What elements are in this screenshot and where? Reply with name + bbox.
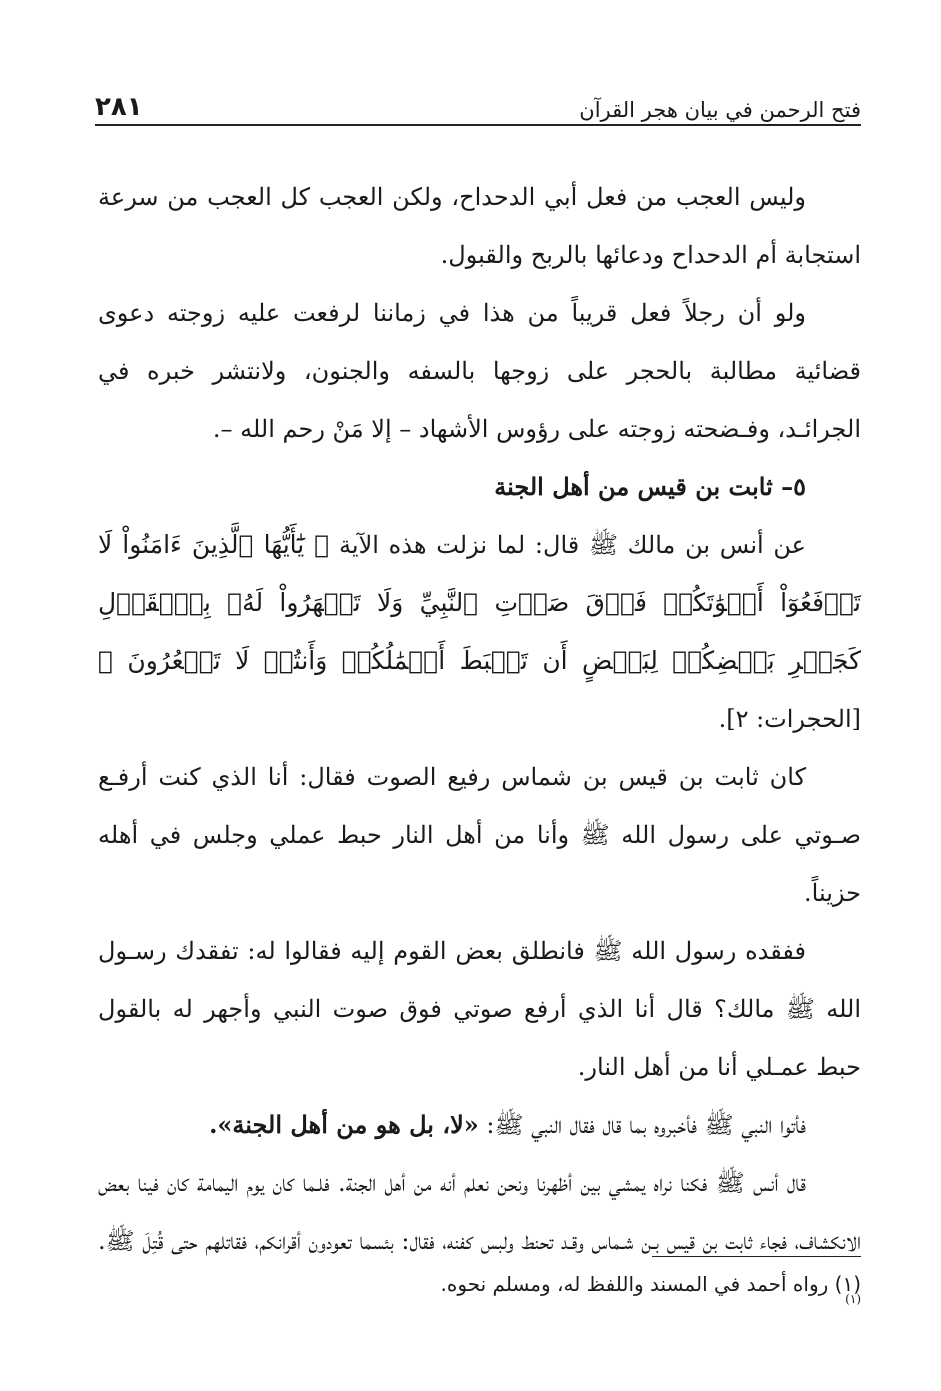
verse-paragraph <box>98 516 861 748</box>
last-paragraph-text: قال أنس ﷺ فكنا نراه يمشي بين أظهرنا ونحن نعلم أنه من أهل الجنة. فلـما كان يوم اليمامة كان فينا بعض الانكشاف، فجاء ثابت بن قيس بـن شـماس وقـد تحنط ولبس كفنه، فقال: بئسما تعودون أقرانكم، فقاتلهم حتى قُتِلَ ﷺ. <box>98 1169 861 1255</box>
quran-verse: ﴿ يَٰٓأَيُّهَا ٱلَّذِينَ ءَامَنُواْ لَا تَرۡفَعُوٓاْ أَصۡوَٰتَكُمۡ فَوۡقَ صَوۡتِ ٱلنَّبِيِّ وَلَا تَجۡهَرُواْ لَهُۥ بِٱلۡقَوۡلِ كَجَهۡرِ بَعۡضِكُمۡ لِبَعۡضٍ أَن تَحۡبَطَ أَعۡمَٰلُكُمۡ وَأَنتُمۡ لَا تَشۡعُرُونَ ﴾ <box>98 530 861 675</box>
page-number: ٢٨١ <box>95 92 143 122</box>
page-body <box>98 168 861 1333</box>
header-divider <box>95 124 861 126</box>
footnote: (١) رواه أحمد في المسند واللفظ له، ومسلم نحوه. <box>440 1272 861 1296</box>
section-heading: ٥– ثابت بن قيس من أهل الجنة <box>494 472 806 501</box>
paragraph: كان ثابت بن قيس بن شماس رفيع الصوت فقال: أنا الذي كنت أرفـع صـوتي على رسول الله ﷺ وأنا من أهل النار حبط عملي وجلس في أهله حزيناً. <box>98 763 861 907</box>
paragraph: ففقده رسول الله ﷺ فانطلق بعض القوم إليه فقالوا له: تفقدك رسـول الله ﷺ مالك؟ قال أنا الذي أرفع صوتي فوق صوت النبي وأجهر له بالقول حبط عمـلي أنا من أهل النار. <box>98 937 861 1081</box>
verse-intro: عن أنس بن مالك ﷺ قال: لما نزلت هذه الآية <box>339 531 806 559</box>
prophet-quote: «لا، بل هو من أهل الجنة». <box>209 1110 479 1139</box>
verse-reference: [الحجرات: ٢]. <box>718 705 861 733</box>
prophet-paragraph-text: فأتوا النبي ﷺ فأخبروه بما قال فقال النبي ﷺ: <box>486 1111 806 1139</box>
paragraph: ولو أن رجلاً فعل قريباً من هذا في زماننا لرفعت عليه زوجته دعوى قضائية مطالبة بالحجر على زوجها بالسفه والجنون، ولانتشر خبره في الجرائـد، وفـضحته زوجته على رؤوس الأشهاد – إلا مَنْ رحم الله –. <box>98 299 861 443</box>
book-title: فتح الرحمن في بيان هجر القرآن <box>579 98 861 122</box>
paragraph: وليس العجب من فعل أبي الدحداح، ولكن العجب كل العجب من سرعة استجابة أم الدحداح ودعائها بالربح والقبول. <box>98 183 861 269</box>
footnote-reference[interactable]: (١) <box>845 1292 861 1306</box>
page-header <box>95 82 861 122</box>
footnote-divider <box>652 1256 861 1257</box>
prophet-paragraph <box>98 1096 861 1154</box>
last-paragraph <box>98 1154 861 1333</box>
